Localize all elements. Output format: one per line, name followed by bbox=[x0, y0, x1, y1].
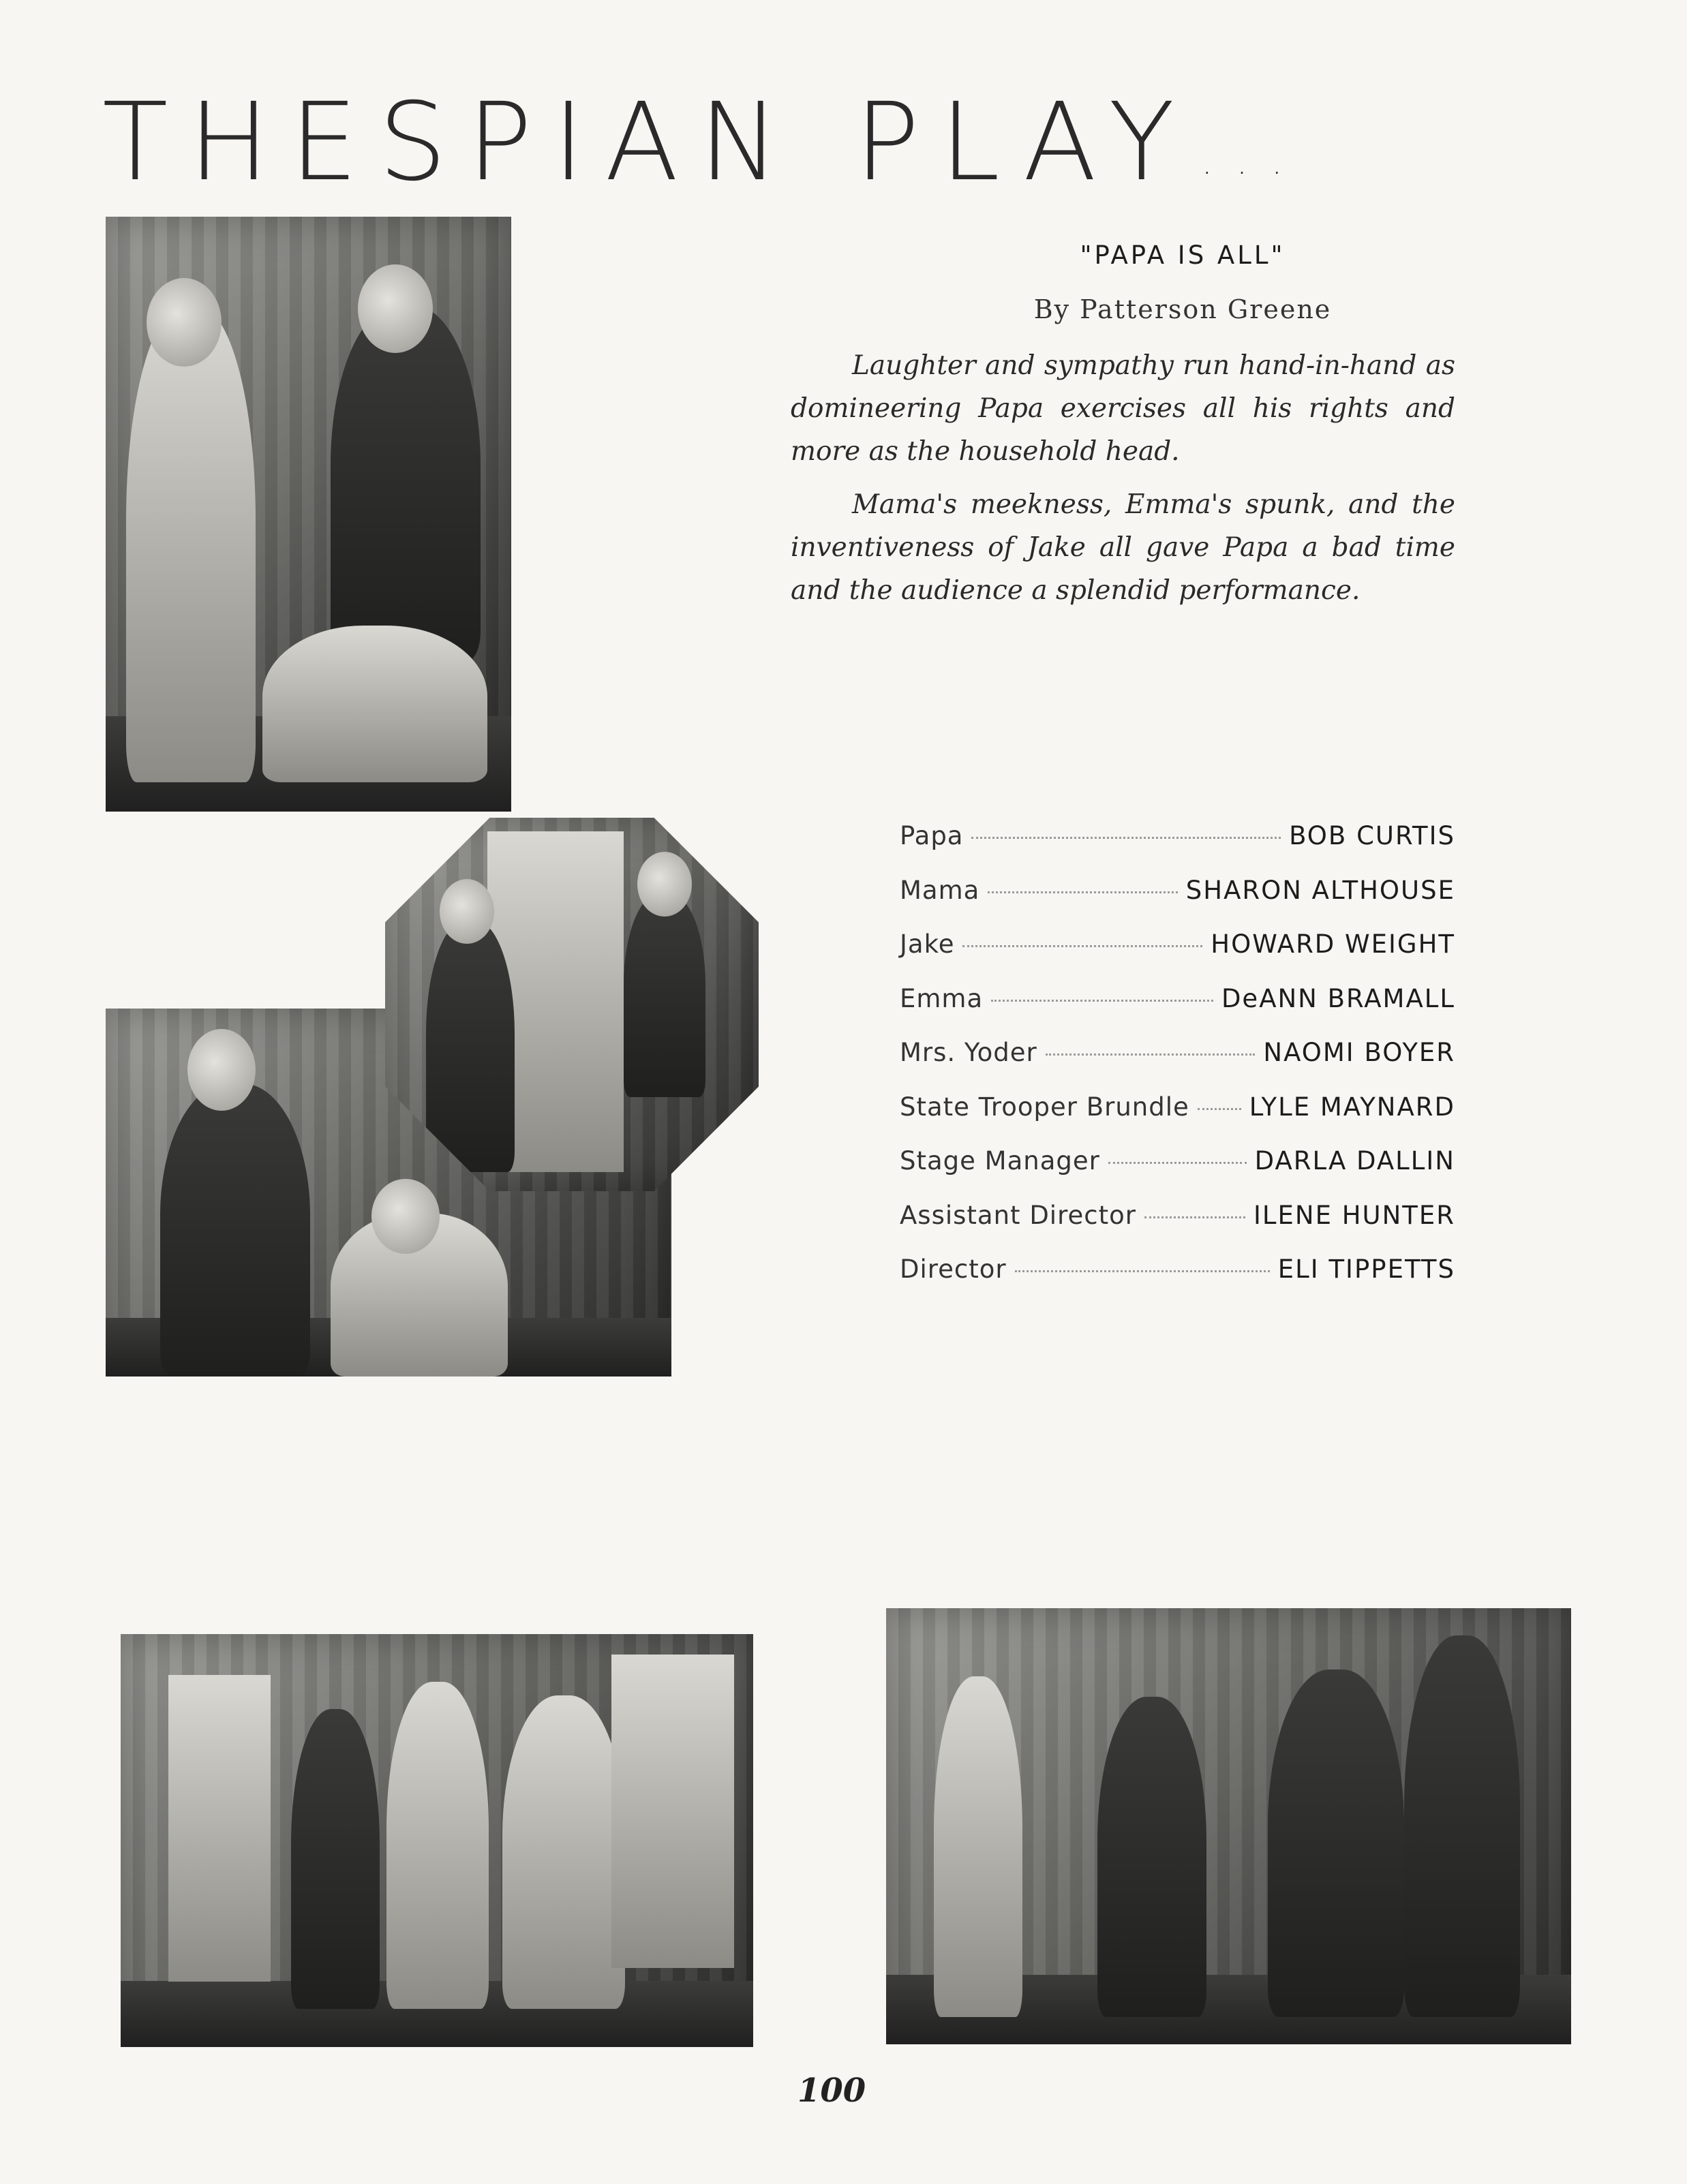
cast-role: Assistant Director bbox=[900, 1200, 1136, 1230]
description-paragraph: Laughter and sympathy run hand-in-hand as domineering Papa exercises all his rights and more as the household head. bbox=[791, 350, 1455, 467]
photo-figure-mama bbox=[934, 1676, 1022, 2017]
title-ellipsis: ... bbox=[1202, 144, 1307, 182]
cast-name: DARLA DALLIN bbox=[1254, 1146, 1455, 1175]
photo-head-mama bbox=[147, 278, 222, 367]
cast-name: ILENE HUNTER bbox=[1253, 1200, 1455, 1230]
cast-name: BOB CURTIS bbox=[1289, 821, 1455, 850]
photo-three-women bbox=[121, 1634, 753, 2047]
page-number: 100 bbox=[797, 2072, 866, 2110]
cast-row bbox=[900, 1201, 1455, 1255]
dot-leader bbox=[988, 891, 1177, 893]
photo-figure-emma bbox=[262, 626, 487, 782]
dot-leader bbox=[1144, 1216, 1245, 1218]
play-description bbox=[791, 344, 1455, 622]
cast-name: DeANN BRAMALL bbox=[1221, 983, 1455, 1013]
cast-row bbox=[900, 984, 1455, 1039]
cast-role: Mama bbox=[900, 875, 980, 905]
cast-list bbox=[900, 821, 1455, 1309]
photo-figure-jake bbox=[1404, 1635, 1520, 2017]
dot-leader bbox=[991, 1000, 1213, 1002]
cast-name: ELI TIPPETTS bbox=[1277, 1255, 1455, 1284]
cast-role: Jake bbox=[900, 929, 955, 959]
cast-row bbox=[900, 1038, 1455, 1092]
cast-role: Papa bbox=[900, 821, 964, 850]
photo-kitchen-cabinet bbox=[611, 1655, 734, 1968]
page-title-text: THESPIAN PLAY bbox=[102, 80, 1196, 205]
description-paragraph: Mama's meekness, Emma's spunk, and the inventiveness of Jake all gave Papa a bad time and the audience a splendid performance. bbox=[791, 489, 1455, 606]
photo-head-mrs-yoder bbox=[637, 852, 692, 917]
cast-row bbox=[900, 1146, 1455, 1201]
cast-row bbox=[900, 929, 1455, 984]
dot-leader bbox=[1198, 1108, 1241, 1110]
photo-state-trooper bbox=[886, 1608, 1571, 2044]
photo-papa-confrontation bbox=[106, 217, 511, 812]
cast-row bbox=[900, 1092, 1455, 1147]
dot-leader bbox=[1046, 1053, 1256, 1056]
photo-figure-mama bbox=[126, 305, 256, 782]
photo-figure-woman-right bbox=[502, 1695, 625, 2009]
photo-figure-papa bbox=[331, 305, 481, 660]
cast-row bbox=[900, 1255, 1455, 1309]
dot-leader bbox=[1015, 1270, 1270, 1272]
photo-figure-trooper bbox=[1268, 1670, 1404, 2017]
cast-row bbox=[900, 821, 1455, 876]
dot-leader bbox=[971, 837, 1281, 839]
dot-leader bbox=[962, 945, 1202, 947]
photo-figure-papa bbox=[160, 1083, 310, 1376]
photo-door bbox=[168, 1675, 271, 1982]
page-title bbox=[102, 80, 1307, 205]
cast-role: Stage Manager bbox=[900, 1146, 1100, 1175]
photo-kitchen-octagon bbox=[385, 818, 759, 1191]
cast-name: HOWARD WEIGHT bbox=[1211, 929, 1455, 959]
photo-head-emma bbox=[440, 879, 494, 944]
cast-name: LYLE MAYNARD bbox=[1249, 1092, 1455, 1122]
photo-head-mama bbox=[371, 1179, 440, 1254]
cast-row bbox=[900, 876, 1455, 930]
photo-figure-emma bbox=[426, 920, 515, 1172]
photo-figure-papa bbox=[1097, 1697, 1206, 2017]
cast-role: Director bbox=[900, 1255, 1007, 1284]
play-title: "PAPA IS ALL" bbox=[1080, 241, 1286, 270]
cast-name: SHARON ALTHOUSE bbox=[1185, 875, 1455, 905]
dot-leader bbox=[1108, 1162, 1247, 1164]
photo-figure-woman-left bbox=[291, 1709, 380, 2009]
photo-figure-woman-center bbox=[386, 1682, 489, 2009]
photo-head-papa bbox=[358, 264, 433, 353]
cast-role: Emma bbox=[900, 983, 984, 1013]
cast-name: NAOMI BOYER bbox=[1263, 1038, 1455, 1067]
photo-head-papa bbox=[187, 1029, 256, 1111]
cast-role: State Trooper Brundle bbox=[900, 1092, 1189, 1122]
play-author: By Patterson Greene bbox=[1033, 294, 1332, 324]
cast-role: Mrs. Yoder bbox=[900, 1038, 1037, 1067]
photo-figure-mrs-yoder bbox=[624, 893, 705, 1097]
